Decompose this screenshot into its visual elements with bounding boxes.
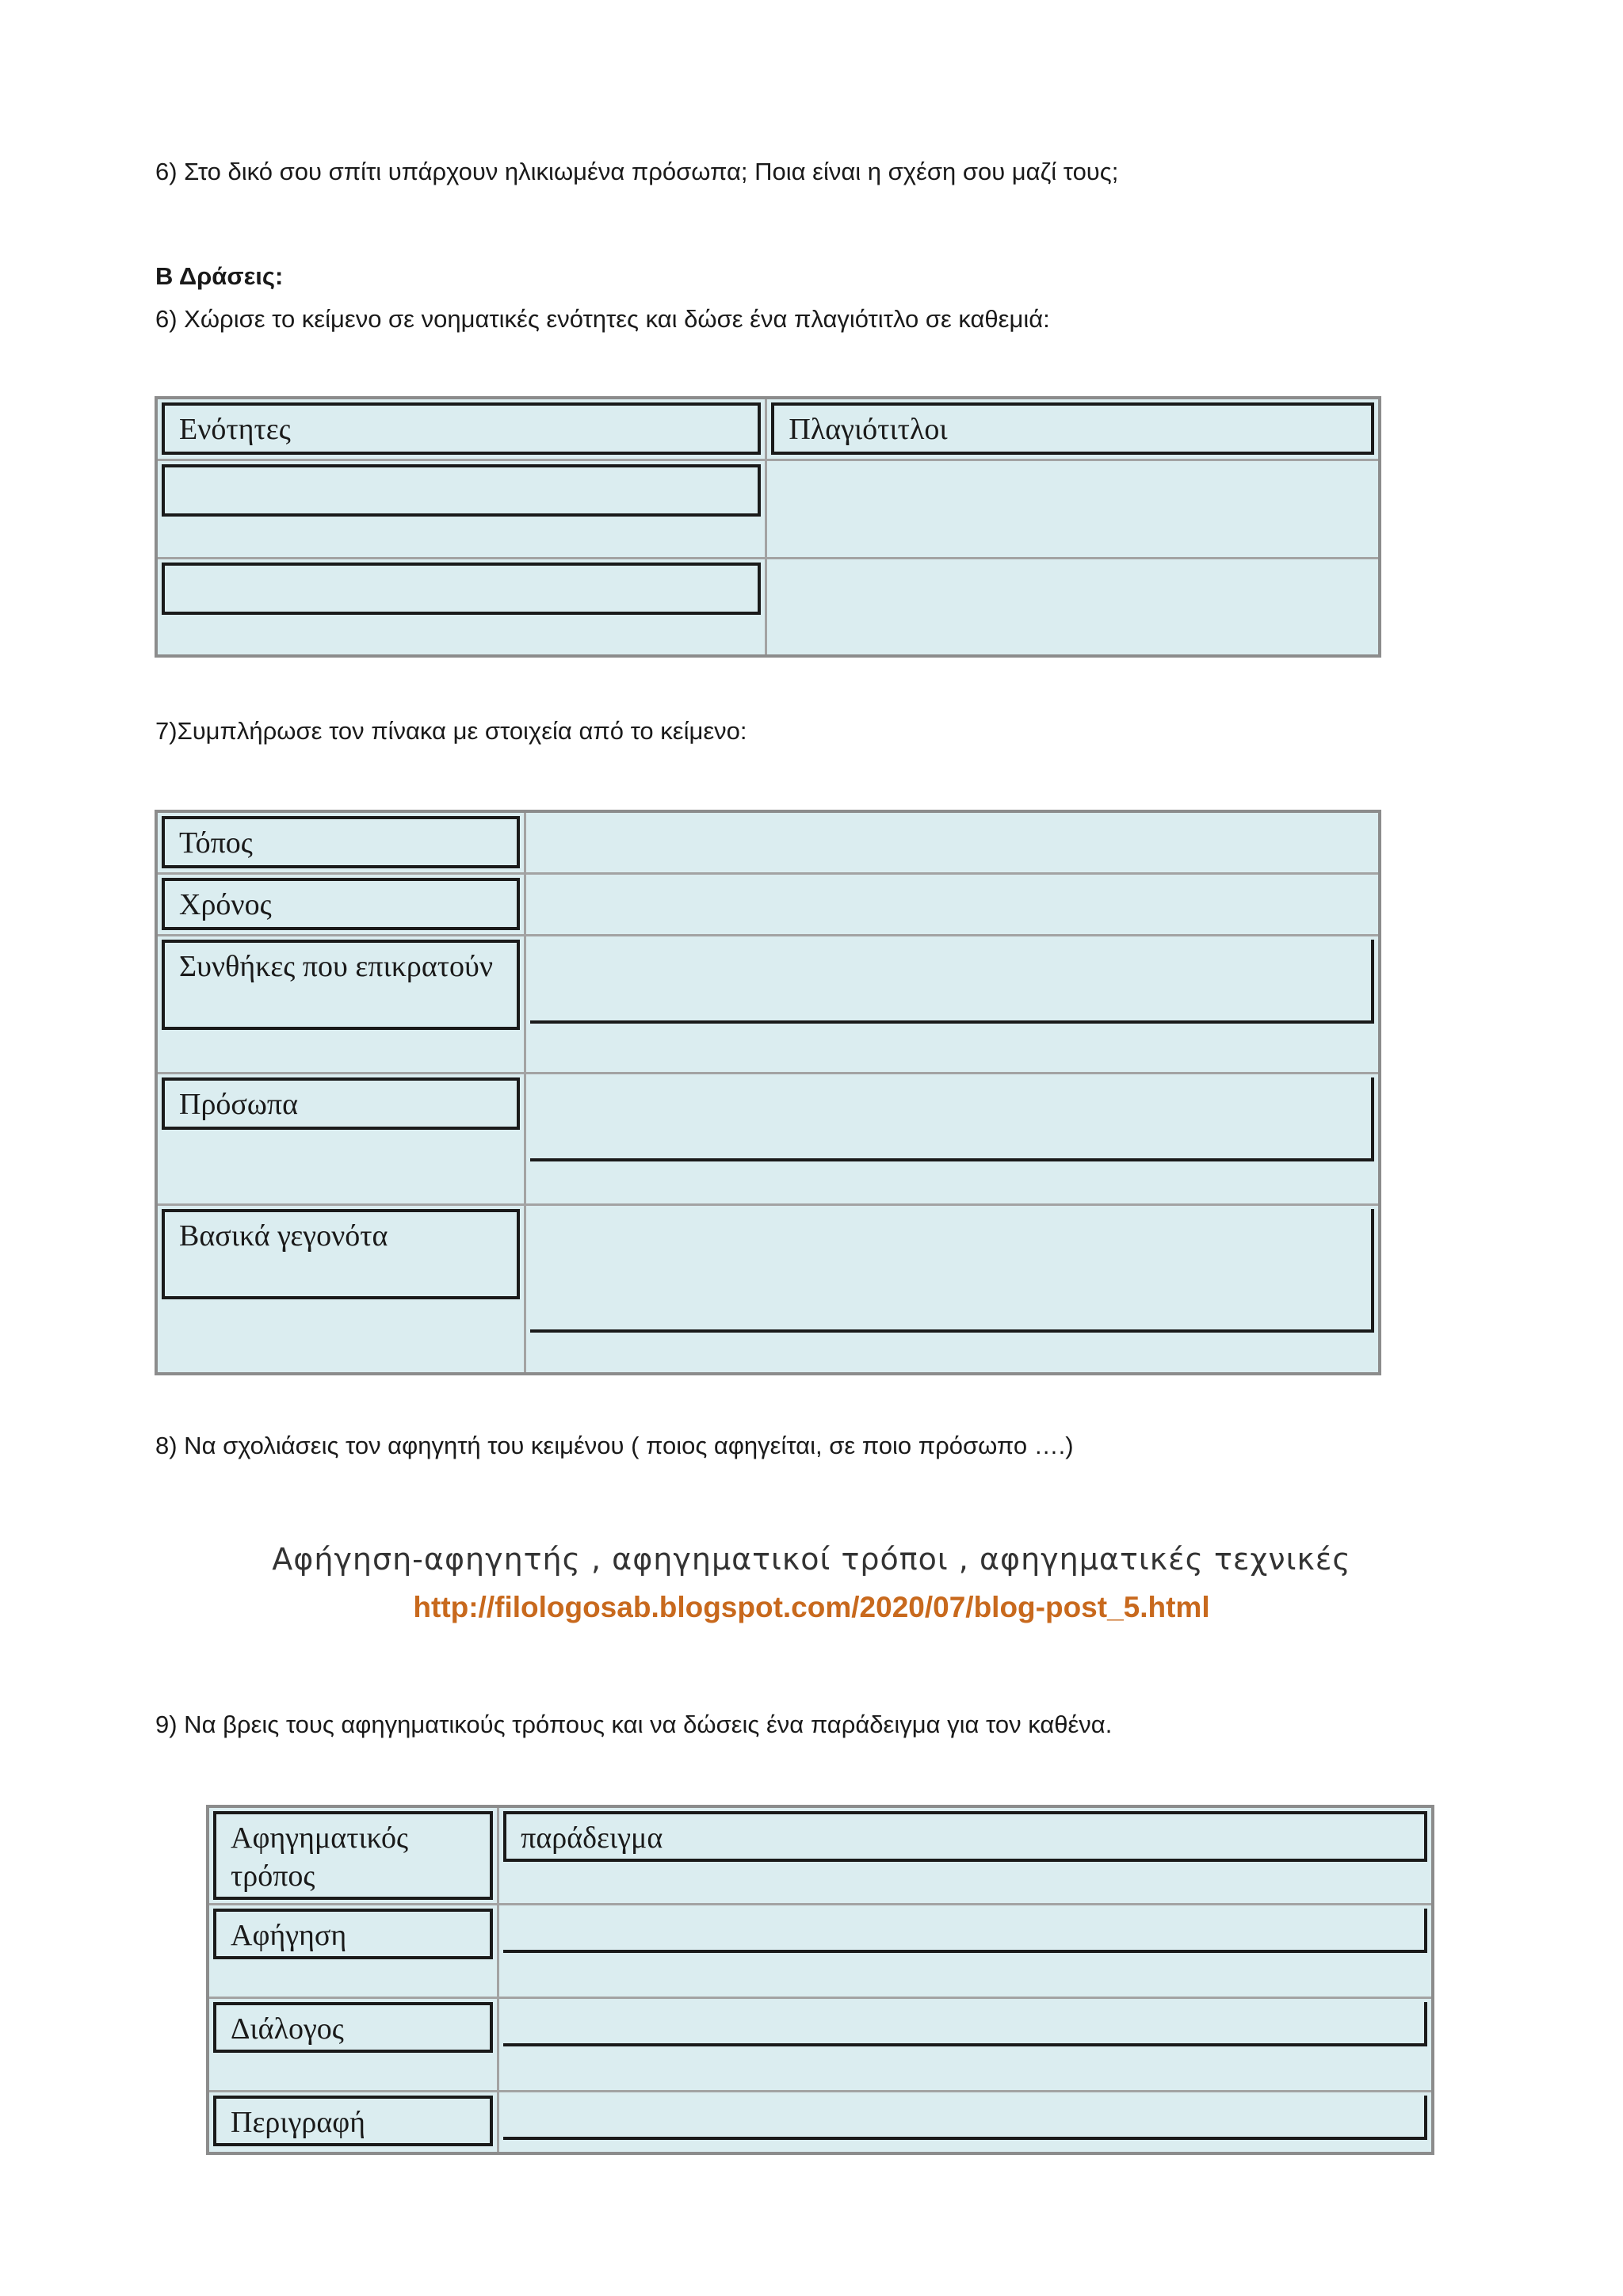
conditions-answer-cell[interactable] (525, 935, 1380, 1073)
place-label-cell (156, 811, 525, 873)
resource-link[interactable]: http://filologosab.blogspot.com/2020/07/blog-post_5.html (413, 1591, 1210, 1623)
subtitles-header: Πλαγιότιτλοι (771, 402, 1374, 455)
text-elements-table (155, 810, 1381, 1375)
section-b-heading: Β Δράσεις: (155, 262, 284, 290)
events-answer-cell[interactable] (525, 1204, 1380, 1374)
time-label: Χρόνος (162, 878, 520, 930)
resource-title: Αφήγηση-αφηγητής , αφηγηματικοί τρόποι , αφηγηματικές τεχνικές (272, 1542, 1351, 1577)
place-answer-cell[interactable] (525, 811, 1380, 873)
conditions-label: Συνθήκες που επικρατούν (162, 940, 520, 1030)
example-header-cell (498, 1806, 1433, 1905)
events-answer-line[interactable] (530, 1209, 1374, 1333)
question-6-sections: 6) Χώρισε το κείμενο σε νοηματικές ενότητες και δώσε ένα πλαγιότιτλο σε καθεμιά: (155, 305, 1050, 333)
question-9: 9) Να βρεις τους αφηγηματικούς τρόπους και να δώσεις ένα παράδειγμα για τον καθένα. (155, 1711, 1113, 1738)
persons-answer-cell[interactable] (525, 1073, 1380, 1204)
question-6-elderly: 6) Στο δικό σου σπίτι υπάρχουν ηλικιωμένα πρόσωπα; Ποια είναι η σχέση σου μαζί τους; (155, 158, 1119, 185)
conditions-label-cell (156, 935, 525, 1073)
narrative-modes-table (206, 1805, 1434, 2155)
persons-label: Πρόσωπα (162, 1077, 520, 1130)
place-label: Τόπος (162, 816, 520, 868)
narration-example-cell[interactable] (498, 1905, 1433, 1998)
section-2-field[interactable] (162, 563, 761, 615)
subtitle-1-cell[interactable] (766, 460, 1380, 558)
time-label-cell (156, 873, 525, 935)
time-answer-cell[interactable] (525, 873, 1380, 935)
section-2-cell[interactable] (156, 558, 766, 656)
example-header: παράδειγμα (503, 1811, 1427, 1862)
subtitle-2-cell[interactable] (766, 558, 1380, 656)
description-example-line[interactable] (503, 2096, 1427, 2140)
sections-header-cell (156, 398, 766, 460)
conditions-answer-line[interactable] (530, 940, 1374, 1024)
dialogue-label-cell (208, 1998, 498, 2092)
description-example-cell[interactable] (498, 2092, 1433, 2153)
sections-header: Ενότητες (162, 402, 761, 455)
description-label-cell (208, 2092, 498, 2153)
events-label: Βασικά γεγονότα (162, 1209, 520, 1299)
dialogue-example-cell[interactable] (498, 1998, 1433, 2092)
persons-answer-line[interactable] (530, 1077, 1374, 1161)
narration-label: Αφήγηση (213, 1909, 493, 1959)
question-7: 7)Συμπλήρωσε τον πίνακα με στοιχεία από το κείμενο: (155, 717, 747, 745)
mode-header-cell (208, 1806, 498, 1905)
persons-label-cell (156, 1073, 525, 1204)
description-label: Περιγραφή (213, 2096, 493, 2146)
dialogue-label: Διάλογος (213, 2002, 493, 2053)
narration-label-cell (208, 1905, 498, 1998)
section-1-field[interactable] (162, 464, 761, 517)
section-1-cell[interactable] (156, 460, 766, 558)
mode-header: Αφηγηματικός τρόπος (213, 1811, 493, 1900)
narration-example-line[interactable] (503, 1909, 1427, 1953)
question-8: 8) Να σχολιάσεις τον αφηγητή του κειμένου ( ποιος αφηγείται, σε ποιο πρόσωπο ….) (155, 1432, 1074, 1459)
sections-table (155, 396, 1381, 658)
events-label-cell (156, 1204, 525, 1374)
dialogue-example-line[interactable] (503, 2002, 1427, 2046)
subtitles-header-cell (766, 398, 1380, 460)
